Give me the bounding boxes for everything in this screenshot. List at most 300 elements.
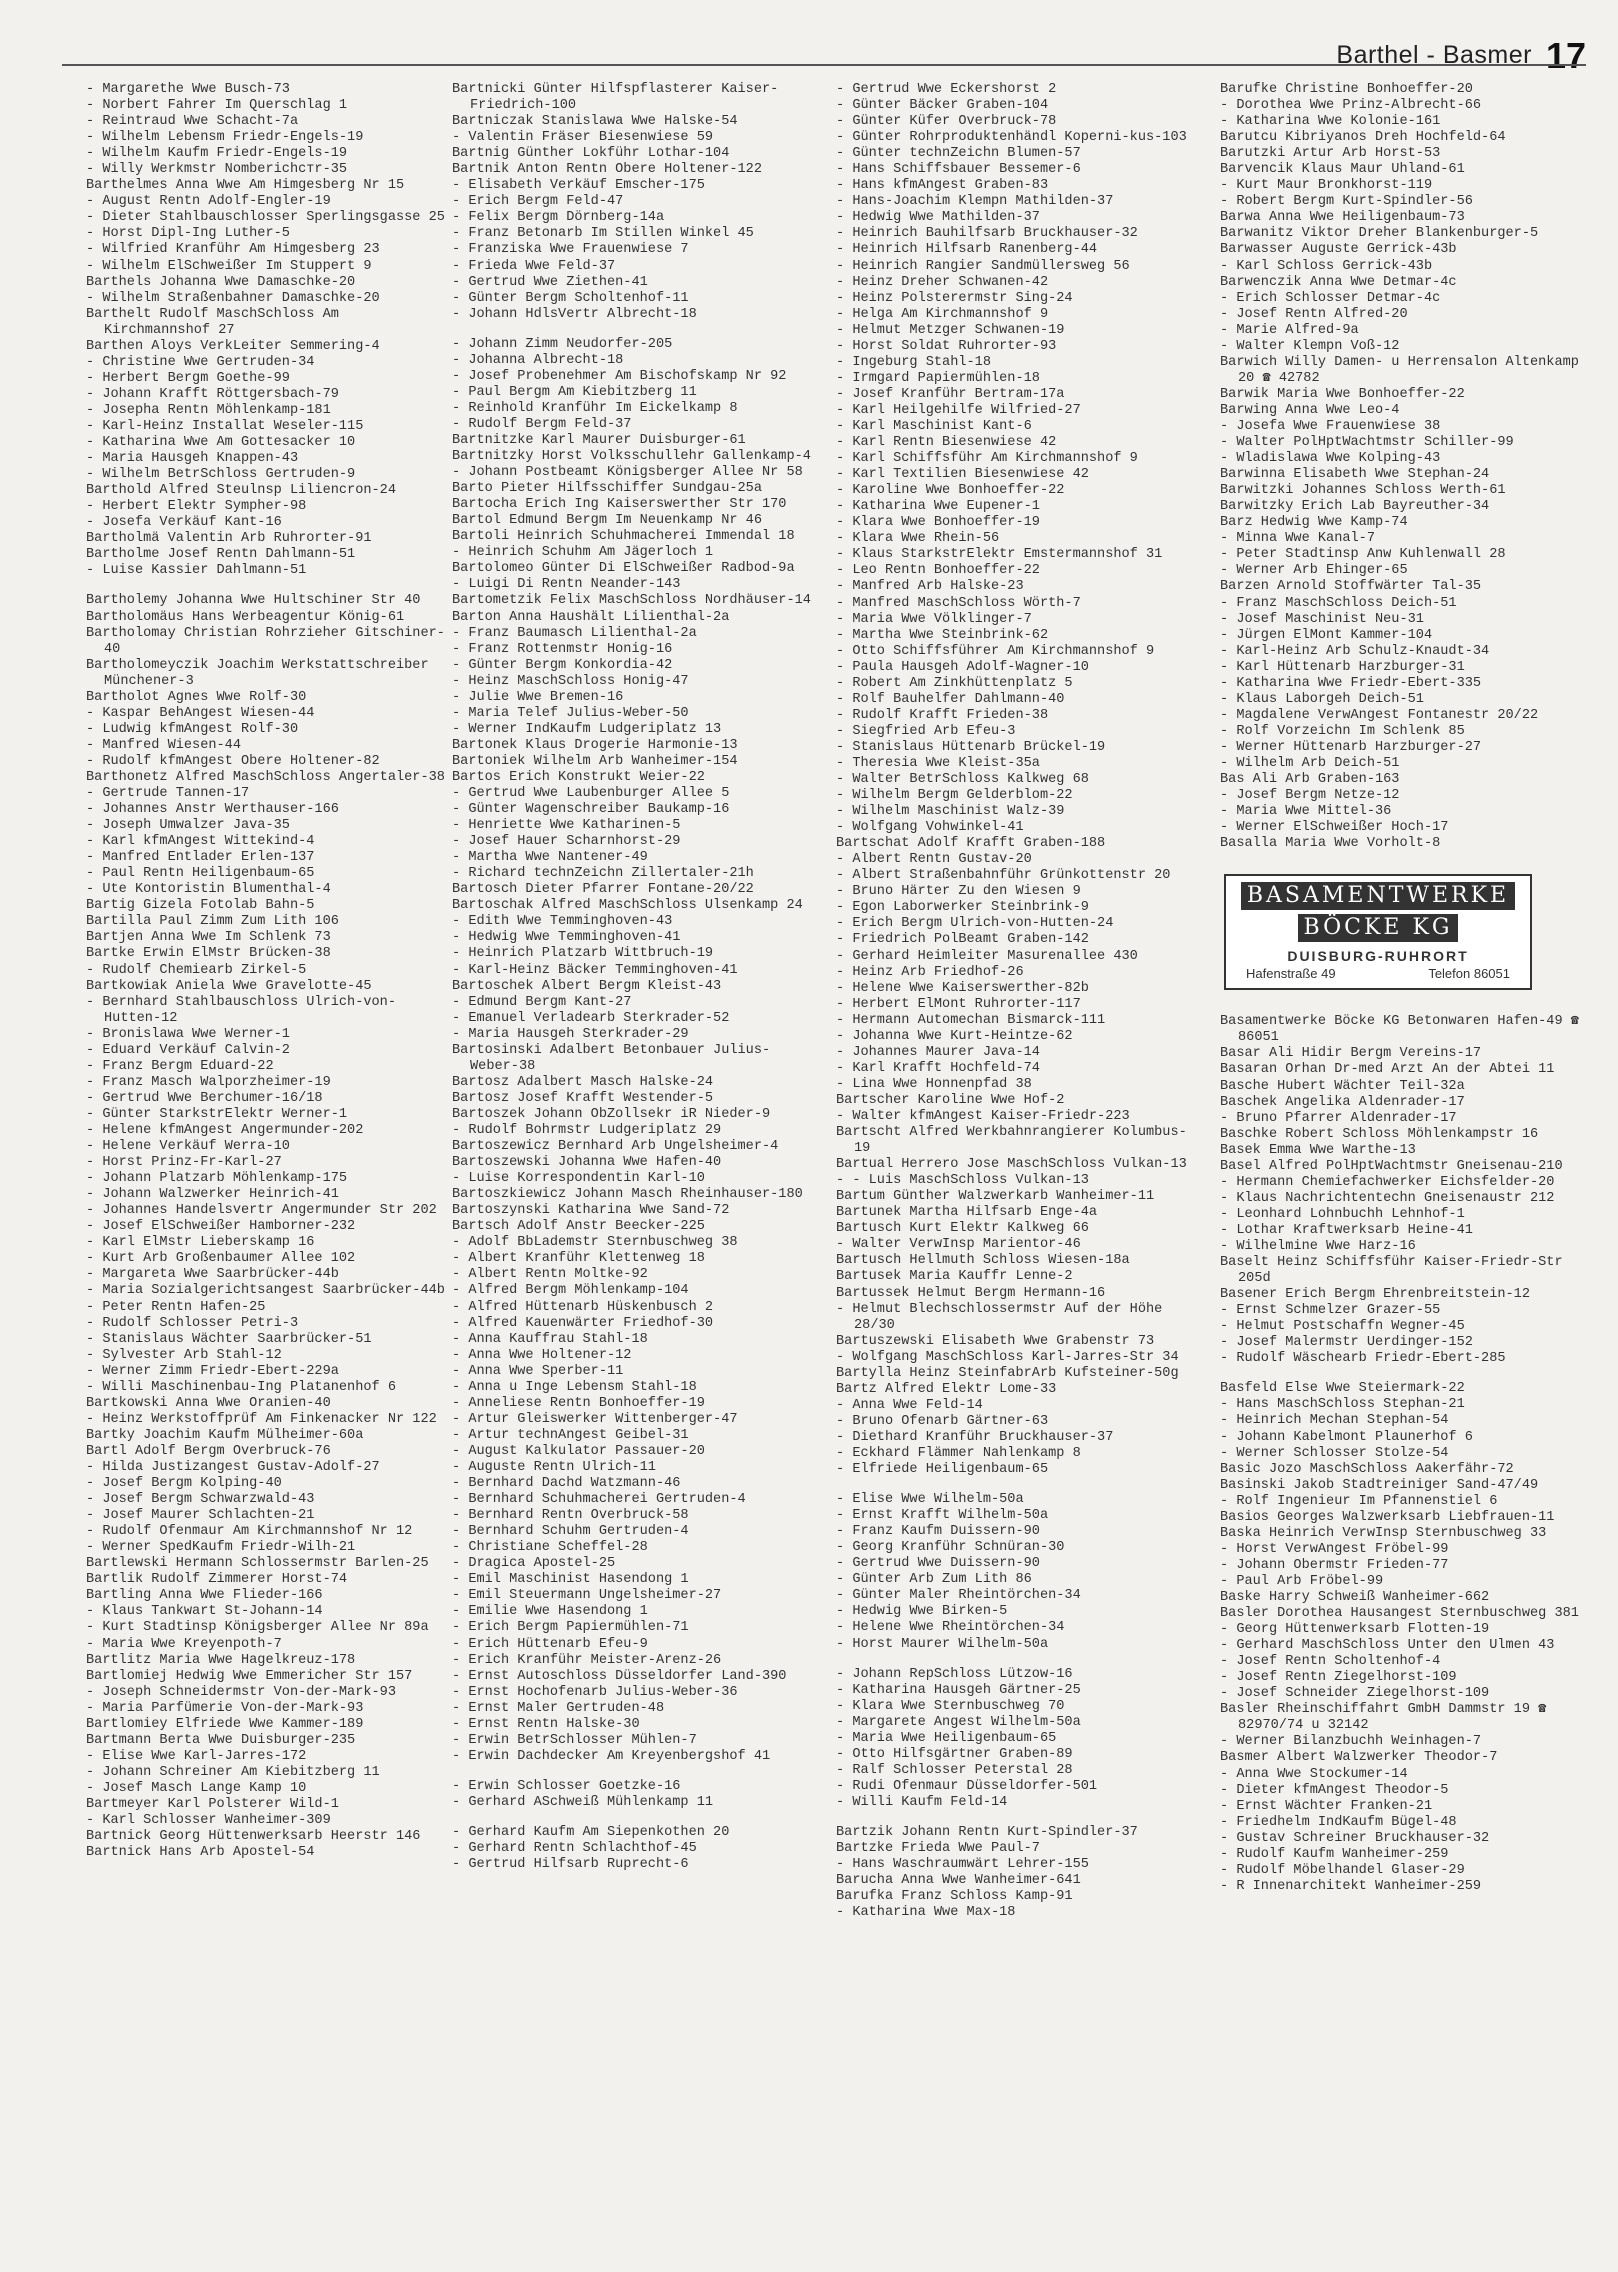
directory-entry: - Heinz Arb Friedhof-26: [836, 964, 1024, 980]
directory-entry: - Maria Wwe Kreyenpoth-7: [86, 1636, 282, 1652]
directory-entry: - Heinrich Rangier Sandmüllersweg 56: [836, 258, 1130, 274]
directory-entry: - Willy Werkmstr Nomberichстr-35: [86, 162, 348, 178]
directory-entry: - Peter Stadtinsp Anw Kuhlenwall 28: [1220, 547, 1506, 563]
directory-entry: Basmer Albert Walzwerker Theodor-7: [1220, 1750, 1498, 1766]
directory-entry: - Wilhelm Bergm Gelderblom-22: [836, 788, 1073, 804]
directory-entry: - Karl Heilgehilfe Wilfried-27: [836, 402, 1081, 418]
directory-entry: - Emil Maschinist Hasendong 1: [452, 1572, 689, 1588]
directory-entry: - Herbert Elektr Sympher-98: [86, 499, 307, 515]
ad-contact: [1226, 964, 1530, 982]
directory-entry: - Johannes Anstr Werthauser-166: [86, 802, 339, 818]
directory-entry: - Klaus StarkstrElektr Emstermannshof 31: [836, 547, 1163, 563]
directory-entry: Basaran Orhan Dr-med Arzt An der Abtei 11: [1220, 1062, 1555, 1078]
directory-entry: - Julie Wwe Bremen-16: [452, 689, 624, 705]
directory-entry: - Paul Bergm Am Kiebitzberg 11: [452, 384, 697, 400]
directory-entry: - Luise Korrespondentin Karl-10: [452, 1171, 705, 1187]
directory-entry: - Artur Gleiswerker Wittenberger-47: [452, 1411, 738, 1427]
directory-entry: Bartilla Paul Zimm Zum Lith 106: [86, 914, 339, 930]
directory-entry: - Georg Kranführ Schnüran-30: [836, 1540, 1065, 1556]
directory-entry: - Bernhard Rentn Overbruck-58: [452, 1508, 689, 1524]
column-3: [836, 82, 1198, 1921]
directory-entry: - Sylvester Arb Stahl-12: [86, 1347, 282, 1363]
directory-entry: - Hermann Chemiefachwerker Eichsfelder-20: [1220, 1174, 1555, 1190]
directory-entry: - Günter technZeichn Blumen-57: [836, 146, 1081, 162]
directory-entry: - Hedwig Wwe Temminghoven-41: [452, 930, 681, 946]
directory-entry: - Martha Wwe Steinbrink-62: [836, 627, 1049, 643]
directory-entry: - Wilhelm ElSchweißer Im Stuppert 9: [86, 258, 372, 274]
directory-entry: - Stanislaus Wächter Saarbrücker-51: [86, 1331, 372, 1347]
directory-entry: - Albert Straßenbahnführ Grünkottenstr 20: [836, 868, 1171, 884]
directory-entry: - Bernhard Schuhmacherei Gertruden-4: [452, 1492, 746, 1508]
directory-entry: - Helga Am Kirchmannshof 9: [836, 306, 1049, 322]
directory-entry: Bartlewski Hermann Schlossermstr Barlen-25: [86, 1556, 429, 1572]
directory-entry: Baselt Heinz Schiffsführ Kaiser-Friedr-Str 205d: [1220, 1255, 1563, 1287]
directory-entry: - Franz Betonarb Im Stillen Winkel 45: [452, 226, 754, 242]
directory-entry: - Gertrud Wwe Ziethen-41: [452, 274, 648, 290]
directory-entry: Bartoschak Alfred MaschSchloss Ulsenkamp 24: [452, 898, 803, 914]
directory-entry: - Maria Wwe Heiligenbaum-65: [836, 1730, 1057, 1746]
directory-entry: - Gerhard Heimleiter Masurenallee 430: [836, 948, 1138, 964]
directory-entry: - Albert Kranführ Klettenweg 18: [452, 1251, 705, 1267]
directory-entry: - Maria Sozialgerichtsangest Saarbrücker-44b: [86, 1283, 445, 1299]
directory-entry: - Bernhard Stahlbauschloss Ulrich-von-Hutten-12: [86, 994, 396, 1026]
directory-entry: Bartnig Günther Lokführ Lothar-104: [452, 146, 730, 162]
directory-entry: - Günter Bergm Scholtenhof-11: [452, 290, 689, 306]
directory-entry: - Josef Probenehmer Am Bischofskamp Nr 92: [452, 368, 787, 384]
directory-entry: - Wilhelm Kaufm Friedr-Engels-19: [86, 146, 348, 162]
directory-entry: - Rolf Vorzeichn Im Schlenk 85: [1220, 723, 1465, 739]
directory-entry: - Josef Hauer Scharnhorst-29: [452, 834, 681, 850]
directory-entry: - Heinz MaschSchloss Honig-47: [452, 673, 689, 689]
directory-entry: Bartjen Anna Wwe Im Schlenk 73: [86, 930, 331, 946]
directory-entry: Bartzke Frieda Wwe Paul-7: [836, 1841, 1040, 1857]
directory-entry: Bartschat Adolf Krafft Graben-188: [836, 836, 1106, 852]
directory-entry: - Helmut Postschaffn Wegner-45: [1220, 1319, 1465, 1335]
directory-entry: - Johannes Handelsvertr Angermunder Str 202: [86, 1203, 437, 1219]
directory-entry: - Karl Schiffsführ Am Kirchmannshof 9: [836, 451, 1138, 467]
directory-entry: - Günter StarkstrElektr Werner-1: [86, 1106, 348, 1122]
directory-entry: - Johann RepSchloss Lützow-16: [836, 1666, 1073, 1682]
directory-entry: - Albert Rentn Moltke-92: [452, 1267, 648, 1283]
directory-entry: - Ernst Wächter Franken-21: [1220, 1798, 1433, 1814]
directory-entry: Bartlik Rudolf Zimmerer Horst-74: [86, 1572, 348, 1588]
directory-entry: - Ernst Maler Gertruden-48: [452, 1700, 665, 1716]
directory-entry: - Ralf Schlosser Peterstal 28: [836, 1762, 1073, 1778]
directory-entry: - - Luis MaschSchloss Vulkan-13: [836, 1173, 1089, 1189]
directory-entry: - Werner Bilanzbuchh Weinhagen-7: [1220, 1734, 1482, 1750]
directory-entry: Bartnik Anton Rentn Obere Holtener-122: [452, 162, 762, 178]
directory-entry: - Rolf Bauhelfer Dahlmann-40: [836, 691, 1065, 707]
directory-entry: Basel Alfred PolHptWachtmstr Gneisenau-210: [1220, 1158, 1563, 1174]
directory-entry: - Franz Kaufm Duissern-90: [836, 1524, 1040, 1540]
directory-entry: - Bruno Härter Zu den Wiesen 9: [836, 884, 1081, 900]
ad-company: BÖCKE KG: [1298, 914, 1459, 942]
directory-entry: - Karl Maschinist Kant-6: [836, 418, 1032, 434]
directory-entry: - Paula Hausgeh Adolf-Wagner-10: [836, 659, 1089, 675]
directory-entry: - Josef Kranführ Bertram-17a: [836, 386, 1065, 402]
directory-entry: - Werner Hüttenarb Harzburger-27: [1220, 739, 1482, 755]
directory-entry: - Ingeburg Stahl-18: [836, 354, 991, 370]
directory-entry: - Kaspar BehAngest Wiesen-44: [86, 705, 315, 721]
directory-entry: Basios Georges Walzwerksarb Liebfrauen-11: [1220, 1509, 1555, 1525]
directory-entry: Bartlomiej Hedwig Wwe Emmericher Str 157: [86, 1668, 413, 1684]
directory-entry: - Wilhelm BetrSchloss Gertruden-9: [86, 467, 356, 483]
directory-entry: - Rudolf Wäschearb Friedr-Ebert-285: [1220, 1351, 1506, 1367]
directory-entry: Bartoszek Johann ObZollsekr iR Nieder-9: [452, 1106, 771, 1122]
directory-entry: - Bruno Ofenarb Gärtner-63: [836, 1413, 1049, 1429]
directory-entry: Barto Pieter Hilfsschiffer Sundgau-25a: [452, 481, 762, 497]
directory-entry: Bartnicki Günter Hilfspflasterer Kaiser-Friedrich-100: [452, 82, 779, 114]
directory-entry: - Elfriede Heiligenbaum-65: [836, 1462, 1049, 1478]
directory-entry: Barwenczik Anna Wwe Detmar-4c: [1220, 274, 1457, 290]
directory-entry: - Georg Hüttenwerksarb Flotten-19: [1220, 1622, 1490, 1638]
directory-entry: - Josef Rentn Ziegelhorst-109: [1220, 1670, 1457, 1686]
directory-entry: - Ernst Hochofenarb Julius-Weber-36: [452, 1684, 738, 1700]
directory-entry: Bartholot Agnes Wwe Rolf-30: [86, 689, 307, 705]
directory-entry: Baska Heinrich VerwInsp Sternbuschweg 33: [1220, 1525, 1547, 1541]
directory-entry: - Werner Zimm Friedr-Ebert-229a: [86, 1363, 339, 1379]
directory-entry: - Paul Arb Fröbel-99: [1220, 1573, 1384, 1589]
directory-entry: - Dorothea Wwe Prinz-Albrecht-66: [1220, 98, 1482, 114]
directory-entry: - Werner IndKaufm Ludgeriplatz 13: [452, 721, 722, 737]
directory-entry: - Reintraud Wwe Schacht-7a: [86, 114, 299, 130]
directory-entry: - Johann Walzwerker Heinrich-41: [86, 1187, 339, 1203]
directory-entry: - Hans Schiffsbauer Bessemer-6: [836, 162, 1081, 178]
directory-entry: Bartzik Johann Rentn Kurt-Spindler-37: [836, 1824, 1138, 1840]
directory-entry: - Johann Zimm Neudorfer-205: [452, 336, 673, 352]
directory-entry: - Helmut Metzger Schwanen-19: [836, 322, 1065, 338]
directory-entry: - Martha Wwe Nantener-49: [452, 850, 648, 866]
directory-entry: - Manfred MaschSchloss Wörth-7: [836, 595, 1081, 611]
directory-entry: Bartig Gizela Fotolab Bahn-5: [86, 898, 315, 914]
directory-entry: - Wolfgang Vohwinkel-41: [836, 820, 1024, 836]
directory-entry: - Herbert Bergm Goethe-99: [86, 370, 290, 386]
directory-entry: - Anna Wwe Holtener-12: [452, 1347, 632, 1363]
directory-entry: - Stanislaus Hüttenarb Brückel-19: [836, 739, 1106, 755]
directory-entry: Bartmann Berta Wwe Duisburger-235: [86, 1732, 356, 1748]
directory-entry: Basic Jozo MaschSchloss Aakerfähr-72: [1220, 1461, 1514, 1477]
directory-entry: Bartusch Hellmuth Schloss Wiesen-18a: [836, 1253, 1130, 1269]
directory-entry: - August Rentn Adolf-Engler-19: [86, 194, 331, 210]
directory-entry: - Anna Wwe Feld-14: [836, 1397, 983, 1413]
entry-spacer: [452, 1811, 814, 1825]
entry-spacer: [836, 1478, 1198, 1492]
directory-entry: - Josef Schneider Ziegelhorst-109: [1220, 1686, 1490, 1702]
directory-entry: - Werner ElSchweißer Hoch-17: [1220, 820, 1449, 836]
directory-entry: - Ernst Krafft Wilhelm-50a: [836, 1508, 1049, 1524]
directory-entry: Bartometzik Felix MaschSchloss Nordhäuser-14: [452, 593, 811, 609]
directory-entry: - Franziska Wwe Frauenwiese 7: [452, 242, 689, 258]
directory-entry: - Elise Wwe Karl-Jarres-172: [86, 1748, 307, 1764]
directory-entry: - Anna Wwe Stockumer-14: [1220, 1766, 1408, 1782]
directory-entry: - Josef Masch Lange Kamp 10: [86, 1780, 307, 1796]
directory-entry: Bartylla Heinz SteinfabrArb Kufsteiner-50g: [836, 1365, 1179, 1381]
directory-entry: - Alfred Kauenwärter Friedhof-30: [452, 1315, 714, 1331]
directory-entry: - Gertrud Wwe Duissern-90: [836, 1556, 1040, 1572]
directory-entry: - Manfred Arb Halske-23: [836, 579, 1024, 595]
directory-entry: Bartol Edmund Bergm Im Neuenkamp Nr 46: [452, 513, 762, 529]
directory-entry: - Johann Schreiner Am Kiebitzberg 11: [86, 1764, 380, 1780]
directory-entry: - Franz Masch Walporzheimer-19: [86, 1074, 331, 1090]
directory-entry: - Dieter Stahlbauschlosser Sperlingsgasse 25: [86, 210, 445, 226]
directory-entry: - Joseph Umwalzer Java-35: [86, 818, 290, 834]
directory-entry: Bartunek Martha Hilfsarb Enge-4a: [836, 1205, 1098, 1221]
directory-entry: - Rudolf Kaufm Wanheimer-259: [1220, 1846, 1449, 1862]
directory-entry: Barufka Franz Schloss Kamp-91: [836, 1889, 1073, 1905]
directory-entry: - Magdalene VerwAngest Fontanestr 20/22: [1220, 707, 1539, 723]
directory-entry: Barwanitz Viktor Dreher Blankenburger-5: [1220, 226, 1539, 242]
directory-entry: - Josef Bergm Kolping-40: [86, 1476, 282, 1492]
directory-entry: - Jürgen ElMont Kammer-104: [1220, 627, 1433, 643]
directory-entry: - Luise Kassier Dahlmann-51: [86, 563, 307, 579]
directory-entry: Basek Emma Wwe Warthe-13: [1220, 1142, 1416, 1158]
directory-entry: - Maria Telef Julius-Weber-50: [452, 705, 689, 721]
directory-entry: Bartoszewicz Bernhard Arb Ungelsheimer-4: [452, 1139, 779, 1155]
directory-entry: - Josef Maschinist Neu-31: [1220, 611, 1424, 627]
directory-entry: - Gerhard Kaufm Am Siepenkothen 20: [452, 1824, 730, 1840]
directory-entry: - Horst Dipl-Ing Luther-5: [86, 226, 290, 242]
directory-entry: Bartkowski Anna Wwe Oranien-40: [86, 1395, 331, 1411]
directory-entry: Basinski Jakob Stadtreiniger Sand-47/49: [1220, 1477, 1539, 1493]
directory-entry: - Eckhard Flämmer Nahlenkamp 8: [836, 1445, 1081, 1461]
directory-entry: - Helene Wwe Kaiserswerther-82b: [836, 980, 1089, 996]
directory-entry: - Werner Schlosser Stolze-54: [1220, 1445, 1449, 1461]
directory-entry: - Hedwig Wwe Birken-5: [836, 1604, 1008, 1620]
directory-entry: - Karl Schloss Gerrick-43b: [1220, 258, 1433, 274]
directory-entry: Barthelt Rudolf MaschSchloss Am Kirchmannshof 27: [86, 306, 339, 338]
directory-entry: Barthels Johanna Wwe Damaschke-20: [86, 274, 356, 290]
directory-entry: - Frieda Wwe Feld-37: [452, 258, 616, 274]
directory-entry: Basche Hubert Wächter Teil-32a: [1220, 1078, 1465, 1094]
column-2: [452, 82, 814, 1873]
directory-entry: - Willi Kaufm Feld-14: [836, 1794, 1008, 1810]
directory-entry: - Manfred Entlader Erlen-137: [86, 850, 315, 866]
directory-entry: - Gerhard ASchweiß Mühlenkamp 11: [452, 1794, 714, 1810]
directory-entry: - Alfred Bergm Möhlenkamp-104: [452, 1283, 689, 1299]
directory-entry: - Johann Obermstr Frieden-77: [1220, 1557, 1449, 1573]
directory-entry: - Dragica Apostel-25: [452, 1556, 616, 1572]
directory-entry: Baschek Angelika Aldenrader-17: [1220, 1094, 1465, 1110]
directory-entry: - Wladislawa Wwe Kolping-43: [1220, 451, 1441, 467]
directory-entry: - Günter Bergm Konkordia-42: [452, 657, 673, 673]
directory-entry: - Robert Am Zinkhüttenplatz 5: [836, 675, 1073, 691]
directory-entry: Barwitzki Johannes Schloss Werth-61: [1220, 483, 1506, 499]
directory-entry: Barton Anna Haushält Lilienthal-2a: [452, 609, 730, 625]
directory-entry: Barutcu Kibriyanos Dreh Hochfeld-64: [1220, 130, 1506, 146]
directory-entry: - Johanna Wwe Kurt-Heintze-62: [836, 1028, 1073, 1044]
directory-entry: - Maria Hausgeh Knappen-43: [86, 451, 299, 467]
directory-entry: - Hermann Automechan Bismarck-111: [836, 1012, 1106, 1028]
directory-entry: - Franz Bergm Eduard-22: [86, 1058, 274, 1074]
directory-entry: - Karl-Heinz Bäcker Temminghoven-41: [452, 962, 738, 978]
directory-entry: - Erich Bergm Papiermühlen-71: [452, 1620, 689, 1636]
directory-entry: - Emanuel Verladearb Sterkrader-52: [452, 1010, 730, 1026]
directory-entry: - Elisabeth Verkäuf Emscher-175: [452, 178, 705, 194]
directory-entry: - Erich Schlosser Detmar-4c: [1220, 290, 1441, 306]
entry-spacer: [452, 323, 814, 337]
directory-entry: Barwinna Elisabeth Wwe Stephan-24: [1220, 467, 1490, 483]
directory-entry: Bartsch Adolf Anstr Beecker-225: [452, 1219, 705, 1235]
directory-entry: - Leonhard Lohnbuchh Lehnhof-1: [1220, 1206, 1465, 1222]
directory-entry: - Anneliese Rentn Bonhoeffer-19: [452, 1395, 705, 1411]
directory-entry: Basalla Maria Wwe Vorholt-8: [1220, 836, 1441, 852]
directory-entry: Bartoszkiewicz Johann Masch Rheinhauser-180: [452, 1187, 803, 1203]
directory-entry: - Gertrud Wwe Berchumer-16/18: [86, 1090, 323, 1106]
directory-entry: - Kurt Arb Großenbaumer Allee 102: [86, 1251, 356, 1267]
directory-entry: - Heinz Werkstoffprüf Am Finkenacker Nr 122: [86, 1411, 437, 1427]
directory-entry: - Karoline Wwe Bonhoeffer-22: [836, 483, 1065, 499]
directory-entry: - Johann Platzarb Möhlenkamp-175: [86, 1171, 348, 1187]
directory-entry: - Josef Bergm Netze-12: [1220, 788, 1400, 804]
directory-entry: - Josef ElSchweißer Hamborner-232: [86, 1219, 356, 1235]
directory-entry: - Otto Schiffsführer Am Kirchmannshof 9: [836, 643, 1155, 659]
directory-entry: - Walter Klempn Voß-12: [1220, 338, 1400, 354]
directory-entry: - Erich Hüttenarb Efeu-9: [452, 1636, 648, 1652]
directory-entry: - Walter VerwInsp Marientor-46: [836, 1237, 1081, 1253]
directory-entry: Baske Harry Schweiß Wanheimer-662: [1220, 1589, 1490, 1605]
directory-entry: - Marie Alfred-9a: [1220, 322, 1359, 338]
directory-entry: - Klara Wwe Rhein-56: [836, 531, 1000, 547]
directory-entry: Barutzki Artur Arb Horst-53: [1220, 146, 1441, 162]
directory-entry: - Horst VerwAngest Fröbel-99: [1220, 1541, 1449, 1557]
page-number: 17: [1545, 35, 1586, 76]
directory-entry: - Heinrich Bauhilfsarb Bruckhauser-32: [836, 226, 1138, 242]
directory-entry: - Friedrich PolBeamt Graben-142: [836, 932, 1089, 948]
directory-entry: Bartoniek Wilhelm Arb Wanheimer-154: [452, 753, 738, 769]
directory-entry: Bartling Anna Wwe Flieder-166: [86, 1588, 323, 1604]
column-1: [86, 82, 448, 1861]
directory-entry: - Manfred Wiesen-44: [86, 737, 241, 753]
directory-entry: Barwik Maria Wwe Bonhoeffer-22: [1220, 386, 1465, 402]
directory-entry: Bartnitzke Karl Maurer Duisburger-61: [452, 432, 746, 448]
directory-entry: Barufke Christine Bonhoeffer-20: [1220, 82, 1473, 97]
directory-entry: - Heinrich Platzarb Wittbruch-19: [452, 946, 714, 962]
directory-entry: - Günter Wagenschreiber Baukamp-16: [452, 802, 730, 818]
directory-entry: - Josef Bergm Schwarzwald-43: [86, 1492, 315, 1508]
directory-entry: - Norbert Fahrer Im Querschlag 1: [86, 98, 348, 114]
directory-entry: - Christine Wwe Gertruden-34: [86, 354, 315, 370]
directory-entry: Bartum Günther Walzwerkarb Wanheimer-11: [836, 1189, 1155, 1205]
directory-entry: - Felix Bergm Dörnberg-14a: [452, 210, 665, 226]
ad-address: Hafenstraße 49: [1246, 966, 1336, 982]
directory-entry: - Erwin Schlosser Goetzke-16: [452, 1778, 681, 1794]
column-4: [1220, 82, 1582, 1895]
directory-entry: - Peter Rentn Hafen-25: [86, 1299, 266, 1315]
directory-entry: - Maria Parfümerie Von-der-Mark-93: [86, 1700, 364, 1716]
directory-entry: - Lina Wwe Honnenpfad 38: [836, 1076, 1032, 1092]
directory-entry: - Adolf BbLademstr Sternbuschweg 38: [452, 1235, 738, 1251]
directory-entry: - Heinrich Mechan Stephan-54: [1220, 1413, 1449, 1429]
directory-entry: - Karl-Heinz Installat Weseler-115: [86, 418, 364, 434]
directory-entry: - Erich Bergm Ulrich-von-Hutten-24: [836, 916, 1114, 932]
directory-entry: Bartosch Dieter Pfarrer Fontane-20/22: [452, 882, 754, 898]
directory-entry: - Rudolf Krafft Frieden-38: [836, 707, 1049, 723]
directory-entry: - Ernst Rentn Halske-30: [452, 1716, 640, 1732]
directory-entry: Bartoschek Albert Bergm Kleist-43: [452, 978, 722, 994]
directory-entry: Bartoszynski Katharina Wwe Sand-72: [452, 1203, 730, 1219]
directory-entry: Bartosinski Adalbert Betonbauer Julius-Weber-38: [452, 1042, 771, 1074]
directory-entry: - Katharina Wwe Kolonie-161: [1220, 114, 1441, 130]
directory-entry: Bartmeyer Karl Polsterer Wild-1: [86, 1796, 339, 1812]
directory-entry: Bartkowiak Aniela Wwe Gravelotte-45: [86, 978, 372, 994]
directory-entry: - Johannes Maurer Java-14: [836, 1044, 1040, 1060]
directory-entry: - Johann Krafft Röttgersbach-79: [86, 386, 339, 402]
directory-entry: Barthold Alfred Steulnsp Liliencron-24: [86, 483, 396, 499]
directory-entry: - Henriette Wwe Katharinen-5: [452, 818, 681, 834]
directory-entry: Bartocha Erich Ing Kaiserswerther Str 170: [452, 497, 787, 513]
ad-title: BASAMENTWERKE: [1241, 882, 1515, 910]
directory-entry: - Bronislawa Wwe Werner-1: [86, 1026, 290, 1042]
directory-entry: Bartholomeyczik Joachim Werkstattschreiber Münchener-3: [86, 657, 429, 689]
directory-entry: - Wilhelm Lebensm Friedr-Engels-19: [86, 130, 364, 146]
directory-entry: - Walter kfmAngest Kaiser-Friedr-223: [836, 1109, 1130, 1124]
directory-entry: Bartuszewski Elisabeth Wwe Grabenstr 73: [836, 1333, 1155, 1349]
directory-entry: - Minna Wwe Kanal-7: [1220, 531, 1375, 547]
directory-entry: Bartlitz Maria Wwe Hagelkreuz-178: [86, 1652, 356, 1668]
directory-entry: Bartosz Adalbert Masch Halske-24: [452, 1074, 714, 1090]
directory-entry: - Valentin Fräser Biesenwiese 59: [452, 130, 714, 146]
entry-spacer: [836, 1653, 1198, 1667]
directory-entry: - Rudolf Schlosser Petri-3: [86, 1315, 299, 1331]
directory-entry: - Wilhelm Straßenbahner Damaschke-20: [86, 290, 380, 306]
directory-entry: Bartlomiey Elfriede Wwe Kammer-189: [86, 1716, 364, 1732]
directory-entry: - Bernhard Schuhm Gertruden-4: [452, 1524, 689, 1540]
directory-entry: - Ernst Schmelzer Grazer-55: [1220, 1303, 1441, 1319]
directory-entry: Bartl Adolf Bergm Overbruck-76: [86, 1443, 331, 1459]
directory-entry: - Hans kfmAngest Graben-83: [836, 178, 1049, 194]
directory-entry: Barwasser Auguste Gerrick-43b: [1220, 242, 1457, 258]
directory-entry: - Walter BetrSchloss Kalkweg 68: [836, 772, 1089, 788]
directory-entry: - Christiane Scheffel-28: [452, 1540, 648, 1556]
directory-entry: - Margarete Angest Wilhelm-50a: [836, 1714, 1081, 1730]
directory-entry: - Karl ElMstr Lieberskamp 16: [86, 1235, 315, 1251]
directory-entry: - Joseph Schneidermstr Von-der-Mark-93: [86, 1684, 396, 1700]
directory-entry: Bartusek Maria Kauffr Lenne-2: [836, 1269, 1073, 1285]
directory-entry: - Heinz Polsterermstr Sing-24: [836, 290, 1073, 306]
directory-entry: - Walter PolHptWachtmstr Schiller-99: [1220, 435, 1514, 451]
directory-entry: - Otto Hilfsgärtner Graben-89: [836, 1746, 1073, 1762]
directory-entry: Bartonek Klaus Drogerie Harmonie-13: [452, 737, 738, 753]
directory-entry: - Johann HdlsVertr Albrecht-18: [452, 306, 697, 322]
directory-entry: - Franz Rottenmstr Honig-16: [452, 641, 673, 657]
directory-entry: - Katharina Wwe Max-18: [836, 1905, 1016, 1921]
directory-entry: - Auguste Rentn Ulrich-11: [452, 1459, 656, 1475]
directory-entry: Basar Ali Hidir Bergm Vereins-17: [1220, 1046, 1482, 1062]
directory-entry: Bartoli Heinrich Schuhmacherei Immendal 18: [452, 529, 795, 545]
directory-entry: - Katharina Wwe Friedr-Ebert-335: [1220, 675, 1482, 691]
directory-entry: - Johann Postbeamt Königsberger Allee Nr 58: [452, 465, 803, 481]
directory-entry: - Wilhelmine Wwe Harz-16: [1220, 1239, 1416, 1254]
directory-entry: - Johanna Albrecht-18: [452, 352, 624, 368]
directory-entry: - Dieter kfmAngest Theodor-5: [1220, 1782, 1449, 1798]
directory-entry: Bartnick Hans Arb Apostel-54: [86, 1845, 315, 1861]
directory-entry: - Ernst Autoschloss Düsseldorfer Land-390: [452, 1668, 787, 1684]
directory-entry: Baschke Robert Schloss Möhlenkampstr 16: [1220, 1126, 1539, 1142]
entry-spacer: [86, 579, 448, 593]
directory-entry: Bartky Joachim Kaufm Mülheimer-60a: [86, 1427, 364, 1443]
directory-entry: - Klaus Laborgeh Deich-51: [1220, 691, 1424, 707]
directory-entry: - Emil Steuermann Ungelsheimer-27: [452, 1588, 722, 1604]
directory-entry: - Katharina Hausgeh Gärtner-25: [836, 1682, 1081, 1698]
directory-entry: - Anna u Inge Lebensm Stahl-18: [452, 1379, 697, 1395]
directory-entry: - Edith Wwe Temminghoven-43: [452, 914, 673, 930]
directory-entry: Bartual Herrero Jose MaschSchloss Vulkan-13: [836, 1157, 1187, 1173]
directory-entry: - Rudolf Chemiearb Zirkel-5: [86, 962, 307, 978]
directory-entry: - Hans Waschraumwärt Lehrer-155: [836, 1857, 1089, 1873]
directory-entry: - Erwin Dachdecker Am Kreyenbergshof 41: [452, 1748, 771, 1764]
directory-entry: - Josef Rentn Scholtenhof-4: [1220, 1654, 1441, 1670]
directory-entry: - Artur technAngest Geibel-31: [452, 1427, 689, 1443]
